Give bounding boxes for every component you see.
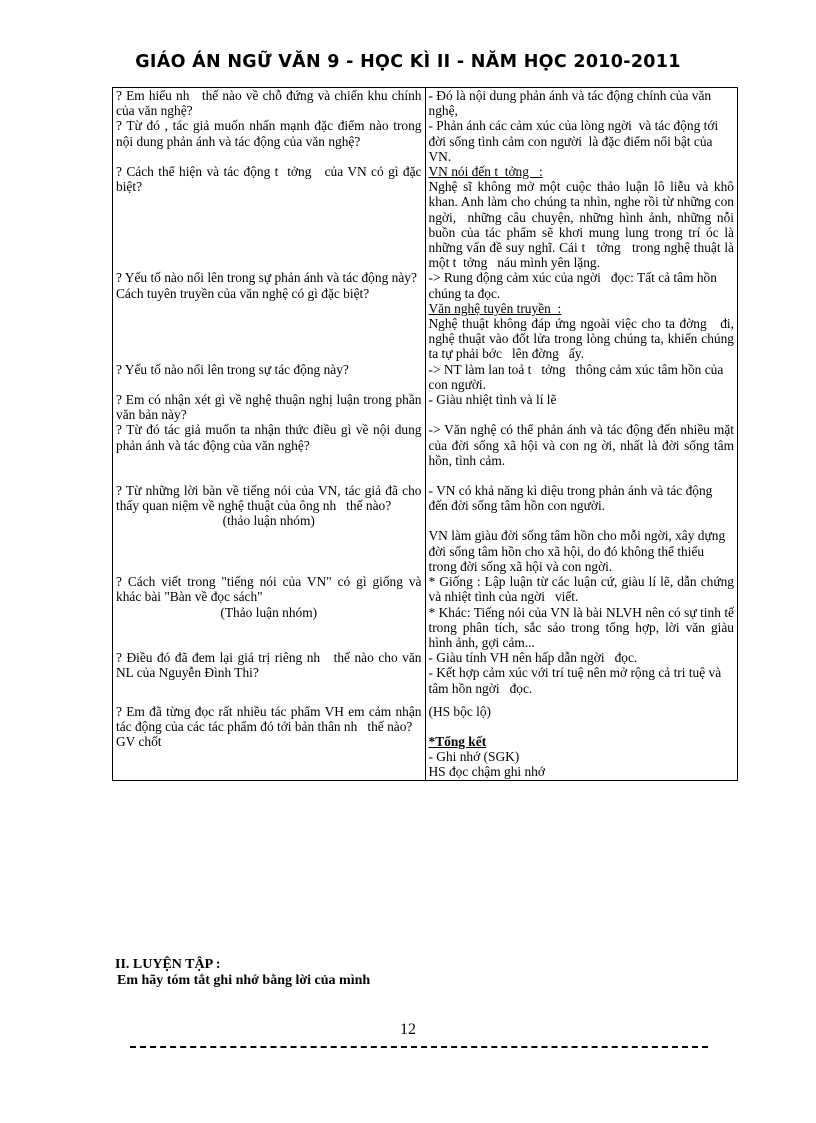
question-text: ? Em có nhận xét gì về nghệ thuận nghị luận trong phần văn bản này? bbox=[116, 392, 425, 423]
answer-text: -> NT làm lan toả t tởng thông cảm xúc tâm hồn của con người. bbox=[428, 361, 727, 392]
answer-text: - Giàu nhiệt tình và lí lẽ bbox=[428, 392, 557, 408]
answer-cell bbox=[425, 483, 738, 574]
answer-text: -> Rung động cảm xúc của ngời đọc: Tất cả tâm hồn chúng ta đọc. bbox=[428, 270, 721, 301]
question-cell bbox=[113, 88, 426, 165]
answer-cell bbox=[425, 164, 738, 270]
answer-cell bbox=[425, 270, 738, 361]
answer-cell bbox=[425, 650, 738, 696]
question-text: ? Điều đó đã đem lại giá trị riêng nh thế nào cho văn NL của Nguyễn Đình Thi? bbox=[116, 650, 425, 681]
question-text: GV chốt bbox=[116, 734, 162, 750]
table-row bbox=[113, 483, 738, 574]
question-cell bbox=[113, 650, 426, 696]
answer-cell bbox=[425, 88, 738, 165]
question-cell bbox=[113, 164, 426, 270]
answer-cell bbox=[425, 422, 738, 483]
page-number: 12 bbox=[400, 1021, 416, 1038]
question-text: ? Yếu tố nào nổi lên trong sự tác động này? bbox=[116, 361, 349, 377]
answer-text: - Ghi nhớ (SGK) bbox=[428, 749, 520, 765]
question-text: ? Cách thể hiện và tác động t tởng của VN có gì đặc biệt? bbox=[116, 164, 425, 195]
answer-cell bbox=[425, 392, 738, 422]
page-header-title: GIÁO ÁN NGỮ VĂN 9 - HỌC KÌ II - NĂM HỌC 2010-2011 bbox=[135, 52, 681, 72]
question-text: Cách tuyên truyền của văn nghệ có gì đặc biệt? bbox=[116, 285, 370, 301]
question-text: ? Cách viết trong "tiếng nói của VN" có gì giống và khác bài "Bàn về đọc sách" bbox=[116, 574, 425, 605]
table-row bbox=[113, 362, 738, 392]
question-cell bbox=[113, 574, 426, 650]
footer-dashed-rule bbox=[130, 1046, 708, 1048]
question-cell bbox=[113, 696, 426, 780]
section-title: II. LUYỆN TẬP : bbox=[115, 957, 221, 972]
answer-text: * Khác: Tiếng nói của VN là bài NLVH nên có sự tinh tế trong phân tích, sắc sảo trong tổng hợp, lời văn giàu hình ảnh, gợi cảm... bbox=[428, 604, 738, 650]
table-row bbox=[113, 270, 738, 361]
question-text: ? Yếu tố nào nổi lên trong sự phản ánh và tác động này? bbox=[116, 270, 417, 286]
answer-text: HS đọc chậm ghi nhớ bbox=[428, 764, 545, 780]
answer-text: Nghệ sĩ không mở một cuộc thảo luận lô liễu và khô khan. Anh làm cho chúng ta nhìn, nghe rồi từ những con ngời, những câu chuyện, những hình ảnh, những nỗi buồn của tác phẩm sẽ khơi mung lung trong trí óc là những vấn đề suy nghĩ. Cái t tởng trong nghệ thuật là một t tởng náu mình yên lặng. bbox=[428, 179, 738, 271]
question-cell bbox=[113, 392, 426, 422]
question-text: ? Từ đó , tác giả muốn nhấn mạnh đặc điểm nào trong nội dung phản ánh và tác động của văn nghệ? bbox=[116, 118, 425, 149]
answer-text: - Kết hợp cảm xúc với trí tuệ nên mở rộng cả tri tuệ và tâm hồn ngời đọc. bbox=[428, 665, 725, 696]
table-row bbox=[113, 574, 738, 650]
summary-heading: *Tổng kết bbox=[428, 733, 487, 749]
answer-cell bbox=[425, 574, 738, 650]
answer-cell bbox=[425, 696, 738, 780]
question-cell bbox=[113, 483, 426, 574]
question-text: ? Từ những lời bàn về tiếng nói của VN, tác giả đã cho thấy quan niệm về nghệ thuật của ông nh thế nào? bbox=[116, 483, 425, 514]
discussion-note: (Thảo luận nhóm) bbox=[220, 604, 318, 620]
answer-text: - Đó là nội dung phản ánh và tác động chính của văn nghệ, bbox=[428, 88, 715, 119]
table-row bbox=[113, 422, 738, 483]
table-row bbox=[113, 696, 738, 780]
table-row bbox=[113, 392, 738, 422]
answer-text: - VN có khả năng kì diệu trong phản ánh và tác động đến đời sống tâm hồn con người. bbox=[428, 483, 716, 514]
answer-text: VN làm giàu đời sống tâm hồn cho mỗi ngời, xây dựng đời sống tâm hồn cho xã hội, do đó không thể thiếu trong đời sống xã hội và con ngời. bbox=[428, 528, 729, 574]
answer-text: * Giống : Lập luận từ các luận cứ, giàu lí lẽ, dẫn chứng và nhiệt tình của ngời viết. bbox=[428, 574, 738, 605]
answer-text: Nghệ thuật không đáp ứng ngoài việc cho ta đờng đi, nghệ thuật vào đốt lửa trong lòng chúng ta, khiến chúng ta tự phải bớc lên đờng ấy. bbox=[428, 316, 738, 362]
answer-text: -> Văn nghệ có thể phản ánh và tác động đến nhiều mặt của đời sống xã hội và con ng ời, nhất là đời sống tâm hồn, tình cảm. bbox=[428, 422, 738, 468]
answer-text: - Phản ánh các cảm xúc của lòng ngời và tác động tới đời sống tình cảm con người là đặc điểm nổi bật của VN. bbox=[428, 118, 722, 164]
answer-text: - Giàu tính VH nên hấp dẫn ngời đọc. bbox=[428, 650, 638, 666]
question-cell bbox=[113, 422, 426, 483]
answer-heading: VN nói đến t tởng : bbox=[428, 164, 543, 180]
question-text: ? Từ đó tác giả muốn ta nhận thức điều gì về nội dung phản ánh và tác động của văn nghệ? bbox=[116, 422, 425, 453]
answer-heading: Văn nghệ tuyên truyền : bbox=[428, 300, 562, 316]
table-row bbox=[113, 650, 738, 696]
table-row bbox=[113, 164, 738, 270]
discussion-note: (thảo luận nhóm) bbox=[222, 513, 315, 529]
question-text: ? Em hiểu nh thế nào về chỗ đứng và chiến khu chính của văn nghệ? bbox=[116, 88, 425, 119]
answer-cell bbox=[425, 362, 738, 392]
lesson-table bbox=[112, 87, 738, 781]
answer-text: (HS bộc lộ) bbox=[428, 703, 491, 719]
question-cell bbox=[113, 270, 426, 361]
table-row bbox=[113, 88, 738, 165]
question-cell bbox=[113, 362, 426, 392]
question-text: ? Em đã từng đọc rất nhiều tác phẩm VH em cảm nhận tác động của các tác phẩm đó tới bản thân nh thế nào? bbox=[116, 703, 425, 734]
exercise-prompt: Em hãy tóm tắt ghi nhớ bằng lời của mình bbox=[117, 973, 371, 988]
